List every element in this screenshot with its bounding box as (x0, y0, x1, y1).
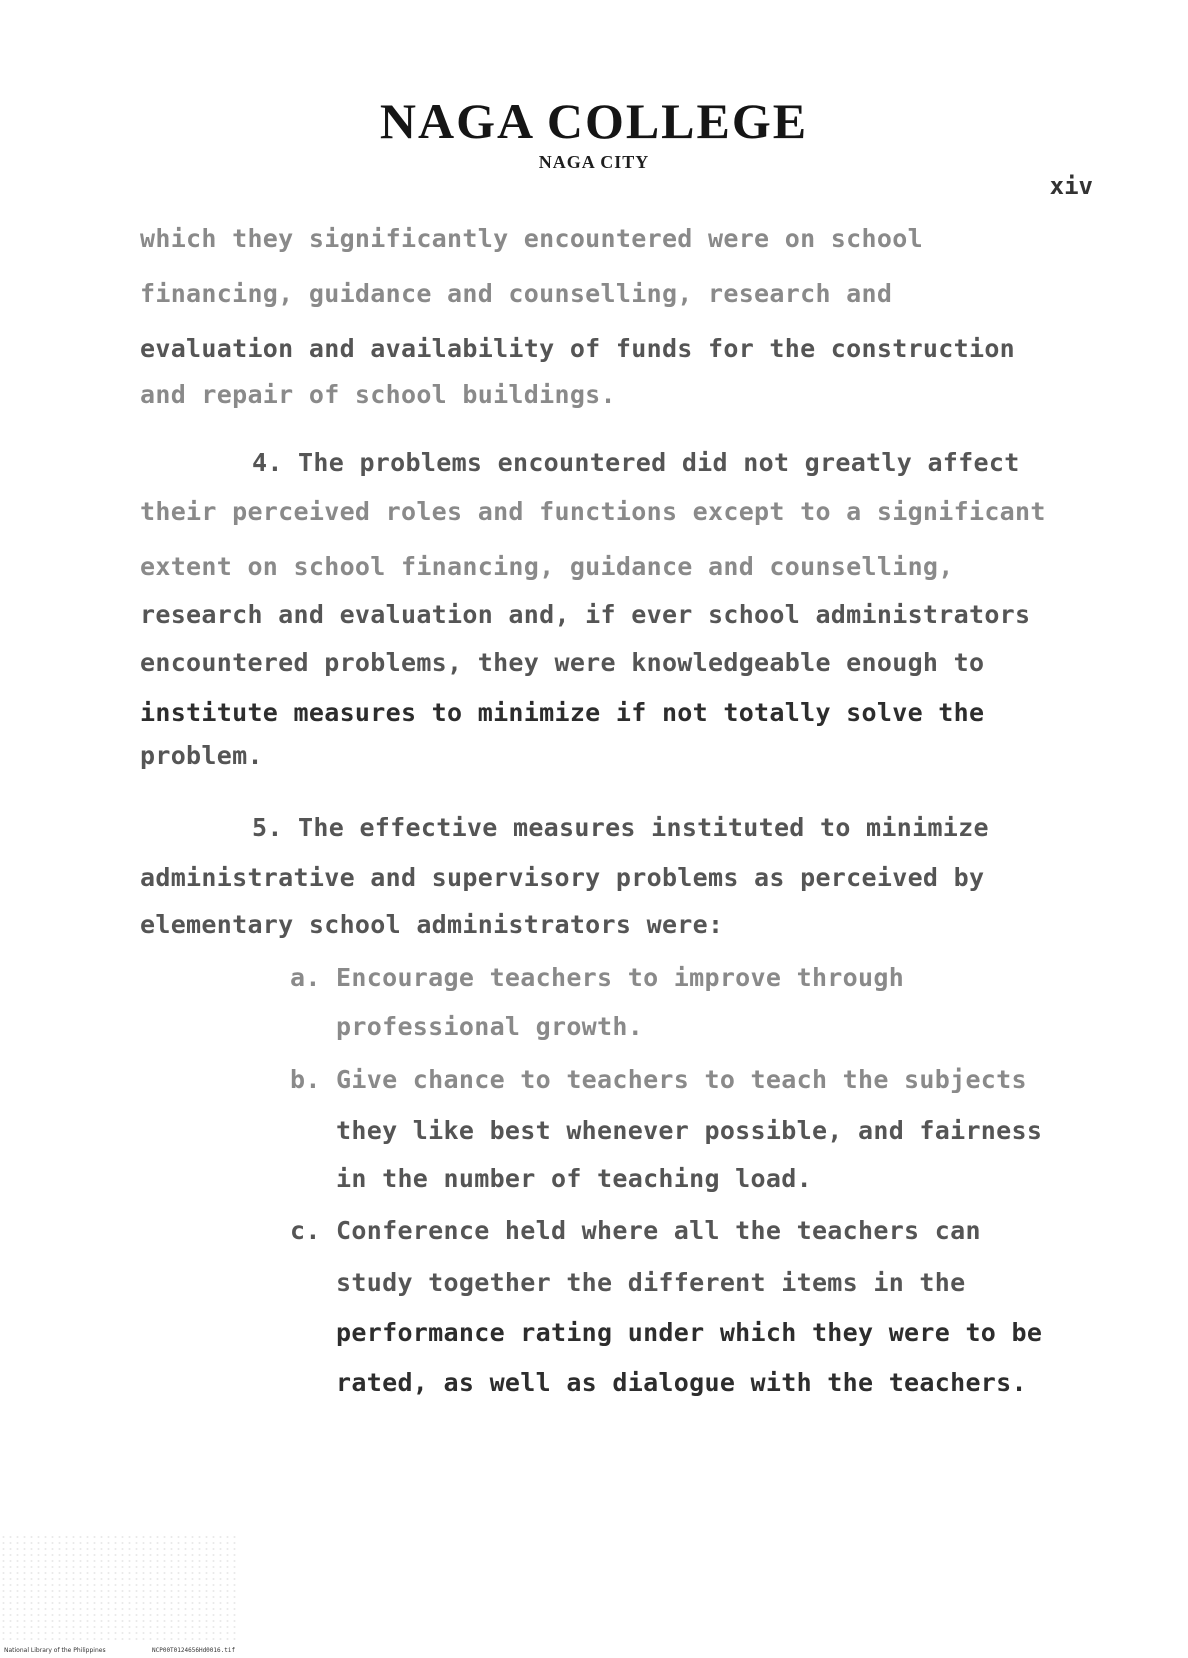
list-item-line: rated, as well as dialogue with the teachers. (290, 1368, 1027, 1397)
text-line: which they significantly encountered were on school (140, 224, 923, 253)
text-line: 5. The effective measures instituted to minimize (252, 813, 989, 842)
footer-library-stamp: National Library of the Philippines (4, 1647, 106, 1654)
text-line: administrative and supervisory problems as perceived by (140, 863, 985, 892)
list-item-line: in the number of teaching load. (290, 1164, 812, 1193)
text-line: elementary school administrators were: (140, 910, 724, 939)
text-line: institute measures to minimize if not totally solve the (140, 698, 985, 727)
text-line: and repair of school buildings. (140, 380, 616, 409)
text-line: 4. The problems encountered did not greatly affect (252, 448, 1020, 477)
text-line: problem. (140, 741, 263, 770)
text-line: their perceived roles and functions except to a significant (140, 497, 1046, 526)
letterhead-title: NAGA COLLEGE (379, 93, 809, 149)
list-item-line: a. Encourage teachers to improve through (290, 963, 905, 992)
page-number: xiv (1049, 172, 1093, 200)
list-item-line: performance rating under which they were to be (290, 1318, 1043, 1347)
footer-file-code: NCP00T0124656Hd0016.tif (152, 1647, 236, 1654)
letterhead-subtitle: NAGA CITY (538, 152, 650, 172)
list-item-line: they like best whenever possible, and fairness (290, 1116, 1043, 1145)
text-line: research and evaluation and, if ever school administrators (140, 600, 1031, 629)
text-line: evaluation and availability of funds for the construction (140, 334, 1016, 363)
list-item-line: b. Give chance to teachers to teach the subjects (290, 1065, 1027, 1094)
list-item-line: professional growth. (290, 1012, 644, 1041)
text-line: extent on school financing, guidance and counselling, (140, 552, 954, 581)
scan-noise (0, 1534, 240, 1644)
list-item-line: c. Conference held where all the teachers can (290, 1216, 981, 1245)
list-item-line: study together the different items in the (290, 1268, 966, 1297)
text-line: encountered problems, they were knowledgeable enough to (140, 648, 985, 677)
text-line: financing, guidance and counselling, research and (140, 279, 893, 308)
